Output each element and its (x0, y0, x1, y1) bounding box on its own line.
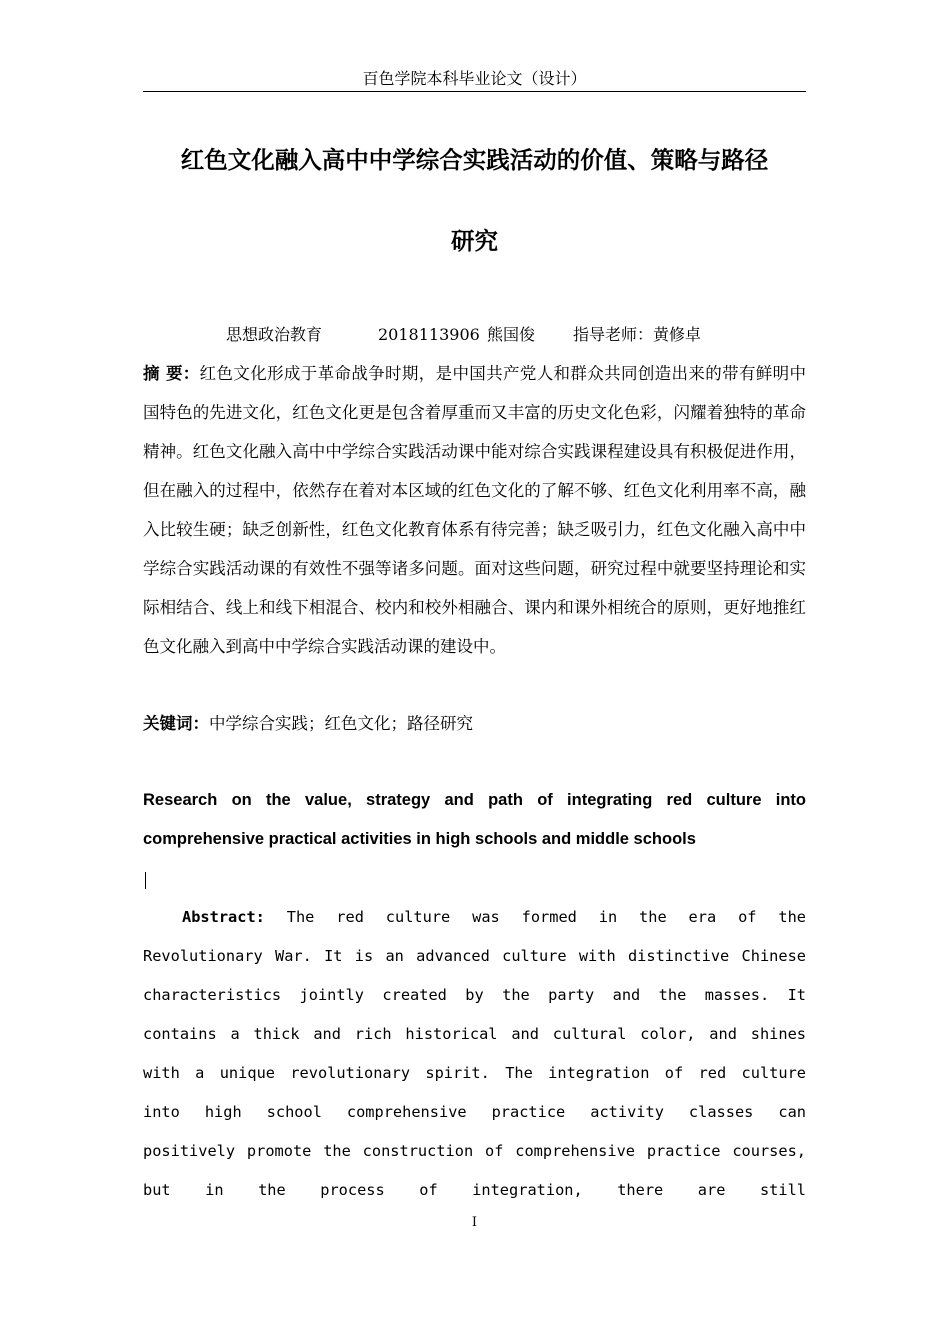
chinese-keywords-label: 关键词： (143, 714, 209, 733)
page-number: I (471, 1215, 478, 1230)
author-byline (226, 321, 701, 349)
header-rule (143, 91, 806, 92)
student-id: 2018113906 (378, 325, 480, 344)
major: 思想政治教育 (226, 325, 323, 344)
english-abstract-label: Abstract: (182, 908, 265, 926)
author-name: 熊国俊 (487, 325, 536, 344)
text-cursor (145, 872, 146, 889)
advisor: 指导老师：黄修卓 (573, 325, 702, 344)
chinese-keywords (143, 704, 806, 743)
english-abstract (143, 898, 806, 1210)
chinese-abstract (143, 354, 806, 666)
chinese-abstract-label: 摘 要： (143, 364, 200, 383)
thesis-title-line-2: 研究 (451, 227, 498, 255)
thesis-title-line-1: 红色文化融入高中中学综合实践活动的价值、策略与路径 (180, 146, 769, 174)
english-title: Research on the value, strategy and path of integrating red culture into comprehensive practical activities in high schools and middle schools (143, 791, 806, 848)
chinese-abstract-text: 红色文化形成于革命战争时期，是中国共产党人和群众共同创造出来的带有鲜明中国特色的先进文化，红色文化更是包含着厚重而又丰富的历史文化色彩，闪耀着独特的革命精神。红色文化融入高中中学综合实践活动课中能对综合实践课程建设具有积极促进作用，但在融入的过程中，依然存在着对本区域的红色文化的了解不够、红色文化利用率不高，融入比较生硬；缺乏创新性，红色文化教育体系有待完善；缺乏吸引力，红色文化融入高中中学综合实践活动课的有效性不强等诸多问题。面对这些问题，研究过程中就要坚持理论和实际相结合、线上和线下相混合、校内和校外相融合、课内和课外相统合的原则，更好地推红色文化融入到高中中学综合实践活动课的建设中。 (143, 364, 806, 656)
chinese-keywords-text: 中学综合实践；红色文化；路径研究 (209, 714, 473, 733)
running-header: 百色学院本科毕业论文（设计） (362, 69, 587, 88)
english-abstract-text: The red culture was formed in the era of the Revolutionary War. It is an advanced culture with distinctive Chinese characteristics jointly created by the party and the masses. It contains a thick and rich historical and cultural color, and shines with a unique revolutionary spirit. The integration of red culture into high school comprehensive practice activity classes can positively promote the construction of comprehensive practice courses, but in the process of integration, there are still (143, 908, 806, 1199)
